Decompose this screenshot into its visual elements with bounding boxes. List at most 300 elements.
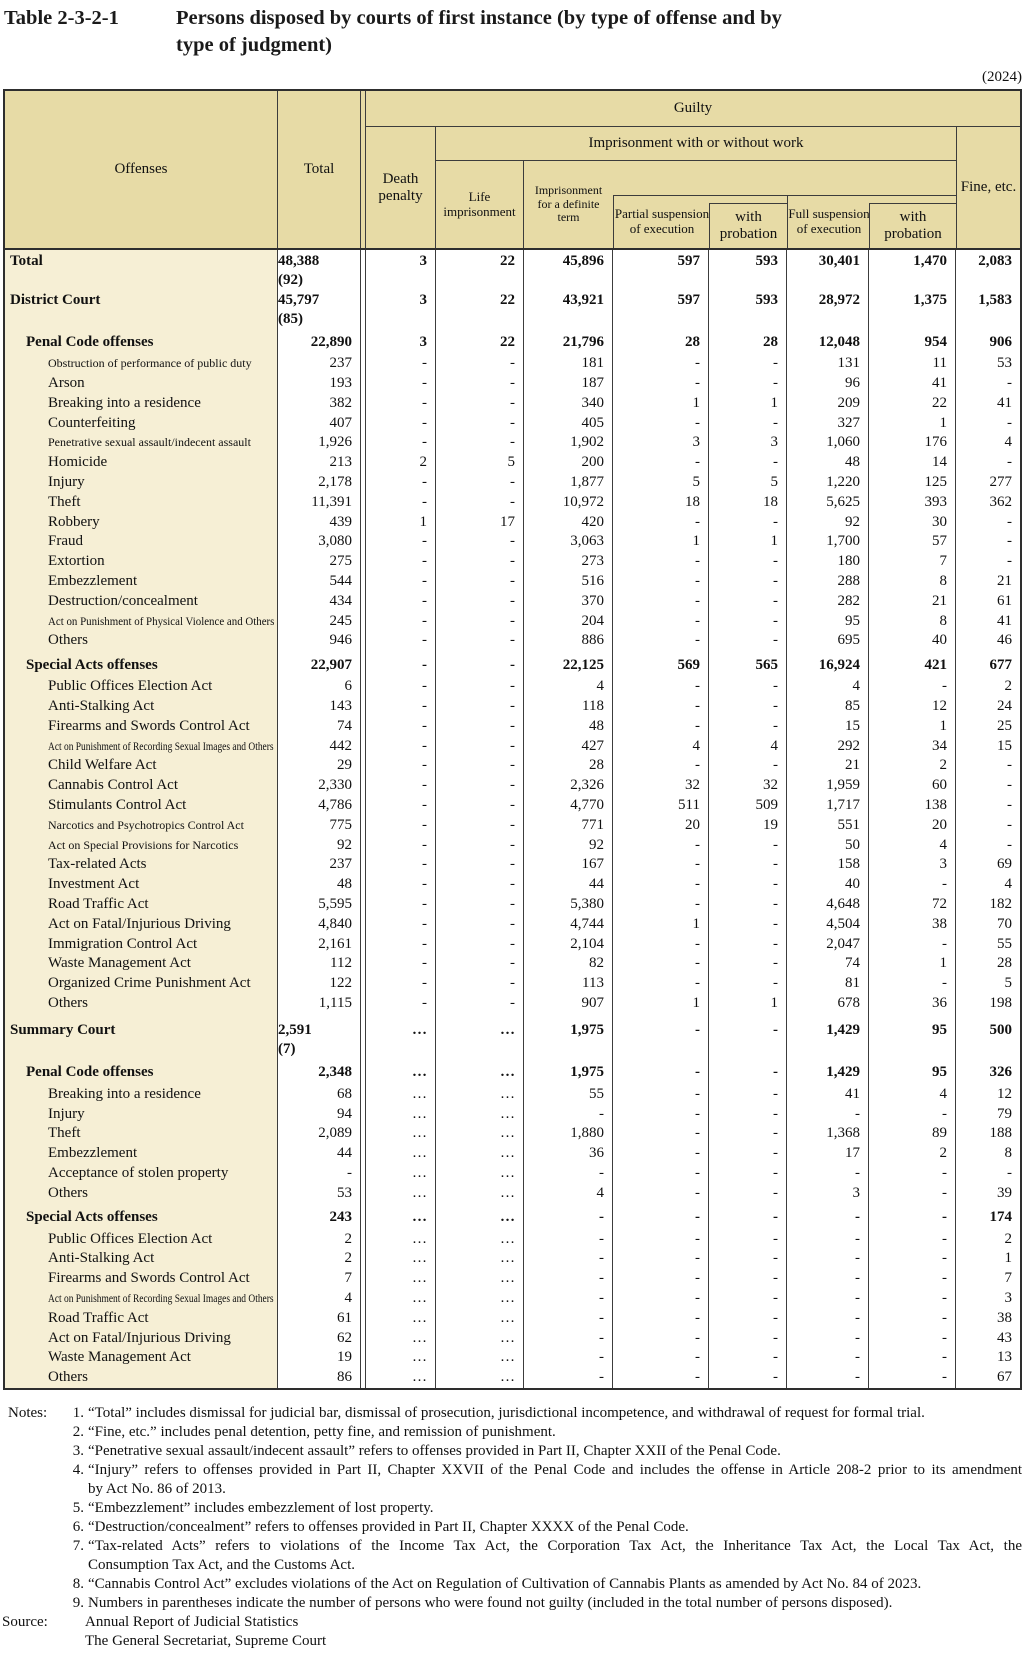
value-cell: … (366, 1104, 436, 1124)
value-cell: 28 (709, 328, 787, 354)
value-cell: … (436, 1308, 524, 1328)
value-cell: … (436, 1124, 524, 1144)
value-cell: 544 (278, 572, 361, 592)
value-cell: 86 (278, 1368, 361, 1388)
note-item (72, 1594, 1022, 1613)
header-with-probation-1: with probation (709, 203, 787, 248)
value-cell: 92 (524, 835, 613, 855)
table-row (5, 413, 1020, 433)
table-row (5, 1229, 1020, 1249)
table-row (5, 697, 1020, 717)
value-cell: - (709, 1164, 787, 1184)
value-cell: 4,744 (524, 915, 613, 935)
value-cell: - (709, 512, 787, 532)
value-cell: 17 (787, 1144, 869, 1164)
value-cell: … (366, 1269, 436, 1289)
value-cell: 405 (524, 413, 613, 433)
value-cell: 28,972 (787, 289, 869, 329)
value-cell: - (869, 1368, 956, 1388)
value-cell: 7 (1004, 1270, 1012, 1287)
value-cell: … (436, 1368, 524, 1388)
value-cell: 1,877 (524, 473, 613, 493)
value-cell: 11 (869, 354, 956, 374)
value-cell: 1,470 (869, 250, 956, 290)
value-cell: … (436, 1014, 524, 1059)
value-cell: - (366, 532, 436, 552)
value-cell: - (709, 835, 787, 855)
offense-label: Extortion (5, 552, 278, 572)
value-cell: … (366, 1183, 436, 1203)
value-cell: 29 (278, 756, 361, 776)
value-cell: 2 (278, 1249, 361, 1269)
value-cell: 2,330 (278, 776, 361, 796)
value-cell: - (709, 453, 787, 473)
value-cell: - (366, 994, 436, 1014)
value-cell: - (709, 374, 787, 394)
value-cell: - (869, 934, 956, 954)
value-cell: 370 (524, 592, 613, 612)
value-cell: - (436, 532, 524, 552)
table-row (5, 1164, 1020, 1184)
table-row (5, 875, 1020, 895)
value-cell: 2,178 (278, 473, 361, 493)
table-row (5, 493, 1020, 513)
value-cell: - (436, 394, 524, 414)
value-cell: 3 (366, 250, 436, 290)
value-cell: 1,060 (787, 433, 869, 453)
value-cell: … (436, 1269, 524, 1289)
value-cell: - (869, 1308, 956, 1328)
table-row (5, 651, 1020, 677)
value-cell: 4,504 (787, 915, 869, 935)
value-cell: - (613, 1164, 709, 1184)
value-cell: … (436, 1348, 524, 1368)
value-cell: - (613, 1104, 709, 1124)
value-cell: 4 (709, 736, 787, 756)
value-cell: 420 (524, 512, 613, 532)
value-cell: - (366, 677, 436, 697)
note-number: 3. (72, 1442, 84, 1459)
value-cell: - (613, 1308, 709, 1328)
note-number: 2. (72, 1423, 84, 1440)
note-text: Numbers in parentheses indicate the number of persons who were found not guilty (included in the total number of persons disposed). (88, 1594, 893, 1611)
value-cell: 21 (869, 592, 956, 612)
offense-label: Breaking into a residence (5, 394, 278, 414)
value-cell: 22,125 (524, 651, 613, 677)
source-lines (85, 1613, 1030, 1651)
value-cell: 74 (787, 954, 869, 974)
value-cell: - (436, 855, 524, 875)
value-cell: 200 (524, 453, 613, 473)
value-cell: 1,429 (787, 1014, 869, 1059)
value-cell: 516 (524, 572, 613, 592)
value-cell: 500 (989, 1021, 1012, 1038)
value-cell: - (436, 592, 524, 612)
value-cell: - (709, 756, 787, 776)
note-text: “Destruction/concealment” refers to offenses provided in Part II, Chapter XXXX of the Penal Code. (88, 1518, 689, 1535)
value-cell: … (436, 1203, 524, 1229)
table-body (5, 250, 1020, 1388)
value-cell: 442 (278, 736, 361, 756)
table-row (5, 895, 1020, 915)
note-text: “Cannabis Control Act” excludes violations of the Act on Regulation of Cultivation of Cannabis Plants as amended by Act No. 84 of 2023. (88, 1575, 922, 1592)
value-cell: 14 (869, 453, 956, 473)
header-definite-term-label: Imprisonment for a definite term (534, 183, 603, 225)
value-cell: - (613, 1183, 709, 1203)
table-row (5, 1104, 1020, 1124)
table-row (5, 374, 1020, 394)
value-cell: - (436, 934, 524, 954)
value-cell: 204 (524, 611, 613, 631)
value-cell: 48,388 (92) (278, 250, 361, 290)
value-cell: 95 (869, 1014, 956, 1059)
table-row (5, 934, 1020, 954)
value-cell: 213 (278, 453, 361, 473)
value-cell: 4,786 (278, 796, 361, 816)
table-number: Table 2-3-2-1 (4, 7, 119, 29)
value-cell: 1 (709, 394, 787, 414)
value-cell: 13 (997, 1349, 1012, 1366)
value-cell: 181 (524, 354, 613, 374)
value-cell: … (366, 1144, 436, 1164)
value-cell: 174 (989, 1209, 1012, 1226)
value-cell: 22 (436, 328, 524, 354)
value-cell: 1,975 (524, 1059, 613, 1085)
value-cell: - (436, 895, 524, 915)
value-cell: - (436, 816, 524, 836)
offense-label: Penetrative sexual assault/indecent assault (5, 433, 278, 453)
value-cell: 28 (997, 955, 1012, 972)
value-cell: 45,797 (85) (278, 289, 361, 329)
value-cell: … (366, 1085, 436, 1105)
value-cell: - (366, 592, 436, 612)
value-cell: - (787, 1328, 869, 1348)
offense-label: Theft (5, 1124, 278, 1144)
value-cell: 569 (613, 651, 709, 677)
value-cell: 22,890 (278, 328, 361, 354)
value-cell: 4,840 (278, 915, 361, 935)
value-cell: 593 (709, 289, 787, 329)
value-cell: - (709, 1124, 787, 1144)
value-cell: - (613, 677, 709, 697)
offense-label: Child Welfare Act (5, 756, 278, 776)
value-cell: - (436, 915, 524, 935)
value-cell: 41 (869, 374, 956, 394)
value-cell: - (709, 1144, 787, 1164)
value-cell: 243 (278, 1203, 361, 1229)
value-cell: … (436, 1328, 524, 1348)
table-row (5, 776, 1020, 796)
value-cell: - (613, 756, 709, 776)
value-cell: - (613, 611, 709, 631)
value-cell: - (709, 592, 787, 612)
value-cell: 2,083 (978, 253, 1012, 269)
table-row (5, 1144, 1020, 1164)
title-line-1: Persons disposed by courts of first instance (by type of offense and by (176, 7, 782, 29)
value-cell: - (869, 1289, 956, 1309)
value-cell: 1,220 (787, 473, 869, 493)
value-cell: 5 (436, 453, 524, 473)
table-row (5, 631, 1020, 651)
table-row (5, 433, 1020, 453)
value-cell: 198 (989, 995, 1012, 1011)
value-cell: 282 (787, 592, 869, 612)
value-cell: 50 (787, 835, 869, 855)
value-cell: … (366, 1164, 436, 1184)
table-row (5, 1328, 1020, 1348)
value-cell: … (366, 1289, 436, 1309)
value-cell: - (869, 1164, 956, 1184)
offense-label: Others (5, 994, 278, 1014)
value-cell: - (709, 413, 787, 433)
value-cell: 1 (869, 717, 956, 737)
value-cell: 53 (278, 1183, 361, 1203)
value-cell: - (613, 1368, 709, 1388)
value-cell: 775 (278, 816, 361, 836)
value-cell: 326 (989, 1064, 1012, 1081)
value-cell: 1,880 (524, 1124, 613, 1144)
offense-label: Special Acts offenses (5, 1203, 278, 1229)
value-cell: 57 (869, 532, 956, 552)
value-cell: 695 (787, 631, 869, 651)
value-cell: - (366, 631, 436, 651)
value-cell: 38 (869, 915, 956, 935)
value-cell: 12 (869, 697, 956, 717)
offense-label: Road Traffic Act (5, 895, 278, 915)
value-cell: - (366, 433, 436, 453)
value-cell: 5 (1004, 975, 1012, 992)
note-item (72, 1423, 1022, 1442)
value-cell: 1,902 (524, 433, 613, 453)
offense-label: Fraud (5, 532, 278, 552)
value-cell: 2 (1004, 1230, 1012, 1247)
table-row (5, 532, 1020, 552)
value-cell: - (869, 1203, 956, 1229)
header-fine: Fine, etc. (956, 127, 1020, 248)
note-item (72, 1537, 1022, 1575)
value-cell: 511 (613, 796, 709, 816)
table-row (5, 855, 1020, 875)
header-with-probation-2: with probation (869, 203, 956, 248)
table-row (5, 572, 1020, 592)
value-cell: … (436, 1183, 524, 1203)
value-cell: - (709, 631, 787, 651)
value-cell: … (366, 1203, 436, 1229)
offense-label: Anti-Stalking Act (5, 1249, 278, 1269)
value-cell: 55 (524, 1085, 613, 1105)
value-cell: - (613, 1348, 709, 1368)
value-cell: 1 (709, 532, 787, 552)
value-cell: - (709, 1249, 787, 1269)
value-cell: - (709, 572, 787, 592)
value-cell: - (366, 816, 436, 836)
value-cell: 180 (787, 552, 869, 572)
offense-label: Tax-related Acts (5, 855, 278, 875)
value-cell: - (1007, 454, 1012, 471)
value-cell: 4 (524, 677, 613, 697)
value-cell: 8 (869, 611, 956, 631)
offense-label: Investment Act (5, 875, 278, 895)
value-cell: - (613, 453, 709, 473)
value-cell: - (869, 677, 956, 697)
value-cell: - (869, 1249, 956, 1269)
value-cell: 6 (278, 677, 361, 697)
value-cell: 3 (709, 433, 787, 453)
note-number: 6. (72, 1518, 84, 1535)
value-cell: - (366, 374, 436, 394)
value-cell: 25 (997, 717, 1012, 734)
header-guilty: Guilty (366, 91, 1020, 127)
value-cell: 40 (869, 631, 956, 651)
value-cell: 20 (869, 816, 956, 836)
value-cell: - (1007, 1164, 1012, 1181)
value-cell: 193 (278, 374, 361, 394)
value-cell: - (869, 1348, 956, 1368)
value-cell: 7 (278, 1269, 361, 1289)
value-cell: - (709, 1308, 787, 1328)
value-cell: … (366, 1348, 436, 1368)
table-row (5, 328, 1020, 354)
note-item (72, 1575, 1022, 1594)
value-cell: - (709, 1059, 787, 1085)
value-cell: 36 (524, 1144, 613, 1164)
value-cell: 597 (613, 289, 709, 329)
value-cell: - (1007, 414, 1012, 431)
value-cell: - (436, 776, 524, 796)
value-cell: 3 (613, 433, 709, 453)
value-cell: - (613, 1269, 709, 1289)
value-cell: - (524, 1249, 613, 1269)
value-cell: 4 (1004, 876, 1012, 893)
value-cell: - (436, 651, 524, 677)
value-cell: 48 (278, 875, 361, 895)
value-cell: 94 (278, 1104, 361, 1124)
value-cell: - (436, 413, 524, 433)
value-cell: 5 (613, 473, 709, 493)
table-row (5, 1124, 1020, 1144)
table-row (5, 394, 1020, 414)
note-item (72, 1499, 1022, 1518)
value-cell: - (613, 1229, 709, 1249)
value-cell: 8 (869, 572, 956, 592)
value-cell: 15 (787, 717, 869, 737)
value-cell: - (524, 1229, 613, 1249)
offense-label: Total (5, 250, 278, 290)
value-cell: 245 (278, 611, 361, 631)
offense-label: Anti-Stalking Act (5, 697, 278, 717)
value-cell: - (787, 1269, 869, 1289)
offense-label: Road Traffic Act (5, 1308, 278, 1328)
value-cell: 34 (869, 736, 956, 756)
value-cell: 1,700 (787, 532, 869, 552)
offense-label: Injury (5, 473, 278, 493)
table-row (5, 994, 1020, 1014)
note-number: 4. (72, 1461, 84, 1478)
value-cell: 82 (524, 954, 613, 974)
value-cell: 2,047 (787, 934, 869, 954)
value-cell: … (436, 1144, 524, 1164)
offense-label: Theft (5, 493, 278, 513)
value-cell: - (709, 697, 787, 717)
value-cell: 4 (524, 1183, 613, 1203)
value-cell: 273 (524, 552, 613, 572)
value-cell: - (436, 433, 524, 453)
value-cell: 340 (524, 394, 613, 414)
value-cell: - (436, 374, 524, 394)
offense-label: Others (5, 631, 278, 651)
value-cell: 2 (366, 453, 436, 473)
value-cell: 1,375 (869, 289, 956, 329)
not-guilty-count: (92) (278, 272, 303, 289)
offense-label: Act on Fatal/Injurious Driving (5, 1328, 278, 1348)
value-cell: 22 (436, 250, 524, 290)
value-cell: 4 (1004, 434, 1012, 451)
value-cell: - (366, 974, 436, 994)
value-cell: - (709, 915, 787, 935)
value-cell: … (436, 1059, 524, 1085)
value-cell: - (787, 1229, 869, 1249)
value-cell: 2,089 (278, 1124, 361, 1144)
table-row (5, 1085, 1020, 1105)
value-cell: 2 (869, 756, 956, 776)
value-cell: 74 (278, 717, 361, 737)
value-cell: - (787, 1104, 869, 1124)
value-cell: 5,380 (524, 895, 613, 915)
value-cell: 44 (524, 875, 613, 895)
header-imprisonment-group: Imprisonment with or without work (436, 127, 956, 161)
value-cell: - (709, 552, 787, 572)
value-cell: 22 (869, 394, 956, 414)
table-row (5, 1308, 1020, 1328)
value-cell: 41 (787, 1085, 869, 1105)
value-cell: - (709, 354, 787, 374)
value-cell: … (366, 1308, 436, 1328)
value-cell: - (613, 552, 709, 572)
value-cell: - (524, 1104, 613, 1124)
table-title (0, 0, 1030, 59)
value-cell: - (436, 875, 524, 895)
value-cell: - (524, 1203, 613, 1229)
value-cell: - (366, 552, 436, 572)
value-cell: 10,972 (524, 493, 613, 513)
value-cell: - (366, 473, 436, 493)
value-cell: 434 (278, 592, 361, 612)
value-cell: - (613, 1059, 709, 1085)
value-cell: 68 (278, 1085, 361, 1105)
value-cell: 1 (613, 532, 709, 552)
value-cell: - (787, 1368, 869, 1388)
header-partial-suspension: Partial suspension of execution (614, 206, 710, 236)
value-cell: - (709, 954, 787, 974)
value-cell: - (869, 974, 956, 994)
value-cell: - (709, 934, 787, 954)
table-row (5, 756, 1020, 776)
value-cell: - (869, 1229, 956, 1249)
value-cell: 1 (869, 954, 956, 974)
value-cell: 24 (997, 698, 1012, 715)
title-line-2: type of judgment) (176, 34, 333, 56)
note-text: by Act No. 86 of 2013. (88, 1480, 226, 1497)
value-cell: - (709, 1014, 787, 1059)
value-cell: 3,080 (278, 532, 361, 552)
value-cell: 8 (1004, 1145, 1012, 1162)
value-cell: - (709, 1183, 787, 1203)
value-cell: - (709, 1348, 787, 1368)
table-row (5, 736, 1020, 756)
value-cell: - (613, 717, 709, 737)
value-cell: - (613, 1014, 709, 1059)
value-cell: 1 (1004, 1250, 1012, 1267)
